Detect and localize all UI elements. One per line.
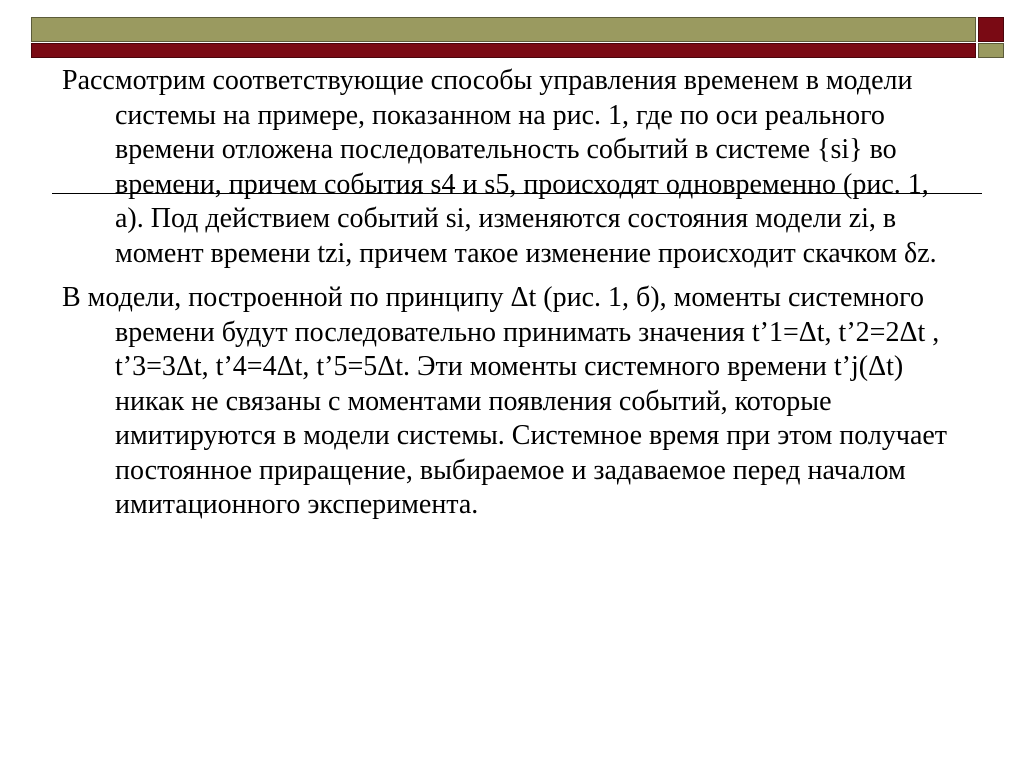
header-square-maroon — [978, 17, 1004, 42]
paragraph-1: Рассмотрим соответствующие способы управления временем в модели системы на примере, показанном на рис. 1, где по оси реального времени отложена последовательность событий в системе {si} во времени, причем события s4 и s5, происходят одновременно (рис. 1, а). Под действием событий si, изменяются состояния модели zi, в момент времени tzi, причем такое изменение происходит скачком δz. — [62, 65, 937, 269]
header-bar-maroon — [31, 43, 976, 58]
paragraph-2: В модели, построенной по принципу Δt (рис. 1, б), моменты системного времени будут последовательно принимать значения t’1=Δt, t’2=2Δt , t’3=3Δt, t’4=4Δt, t’5=5Δt. Эти моменты системного времени t’j(Δt) никак не связаны с моментами появления событий, которые имитируются в модели системы. Системное время при этом получает постоянное приращение, выбираемое и задаваемое перед началом имитационного эксперимента. — [62, 282, 948, 520]
slide-body — [62, 64, 962, 533]
header-square-olive — [978, 43, 1004, 58]
header-bar-olive — [31, 17, 976, 42]
